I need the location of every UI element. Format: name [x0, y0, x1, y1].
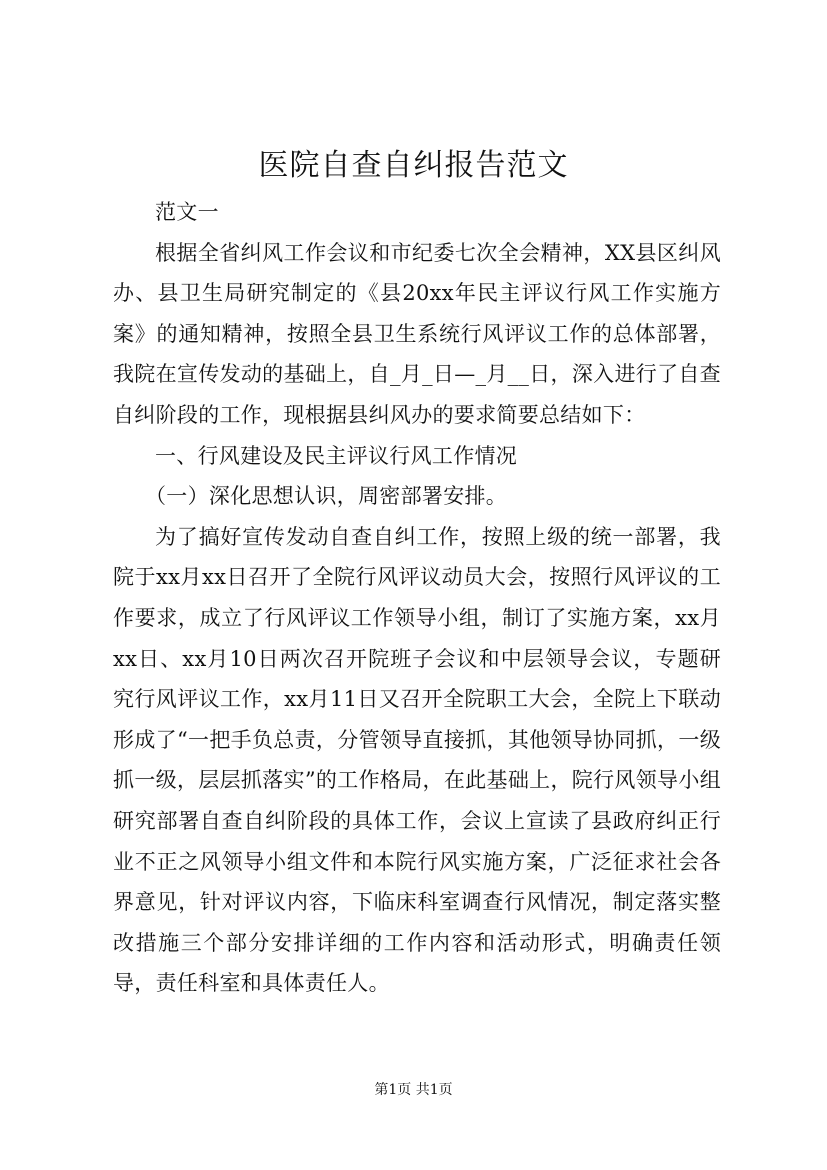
body-paragraph: 为了搞好宣传发动自查自纠工作，按照上级的统一部署，我院于xx月xx日召开了全院行风评议动员大会，按照行风评议的工作要求，成立了行风评议工作领导小组，制订了实施方案，xx月xx日、xx月10日两次召开院班子会议和中层领导会议，专题研究行风评议工作，xx月11日又召开全院职工大会，全院上下联动形成了“一把手负总责，分管领导直接抓，其他领导协同抓，一级抓一级，层层抓落实”的工作格局，在此基础上，院行风领导小组研究部署自查自纠阶段的具体工作，会议上宣读了县政府纠正行业不正之风领导小组文件和本院行风实施方案，广泛征求社会各界意见，针对评议内容，下临床科室调查行风情况，制定落实整改措施三个部分安排详细的工作内容和活动形式，明确责任领导，责任科室和具体责任人。 — [113, 524, 721, 996]
section-label: 范文一 — [155, 200, 219, 224]
section-heading: 一、行风建设及民主评议行风工作情况 — [155, 443, 518, 468]
document-title: 医院自查自纠报告范文 — [258, 148, 569, 183]
document-body — [113, 192, 721, 1004]
subsection-heading: （一）深化思想认识，周密部署安排。 — [145, 484, 508, 509]
body-paragraph: 根据全省纠风工作会议和市纪委七次全会精神，XX县区纠风办、县卫生局研究制定的《县20xx年民主评议行风工作实施方案》的通知精神，按照全县卫生系统行风评议工作的总体部署，我院在宣传发动的基础上，自_月_日—_月__日，深入进行了自查自纠阶段的工作，现根据县纠风办的要求简要总结如下： — [113, 240, 721, 427]
page-number-footer: 第1页 共1页 — [374, 1082, 453, 1098]
